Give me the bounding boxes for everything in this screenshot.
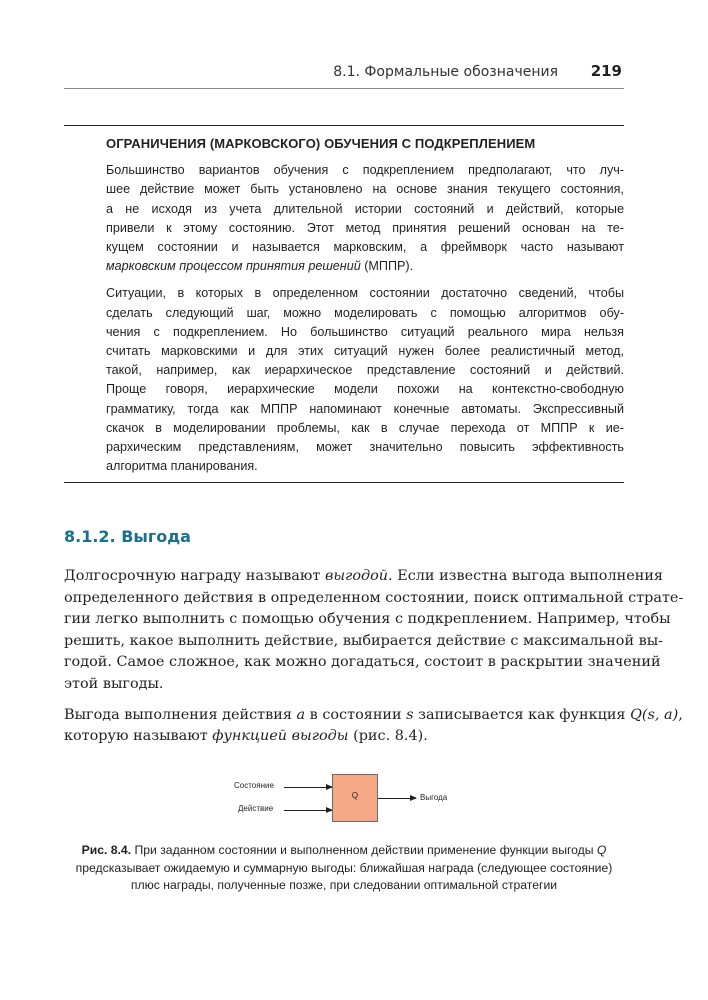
text-span: Долгосрочную награду называют: [64, 568, 325, 584]
math-variable: s: [406, 706, 414, 723]
text-span: (рис. 8.4).: [348, 728, 428, 745]
sidebar-box: [64, 125, 624, 483]
text-span: записывается как функция: [413, 706, 631, 723]
text-line: гии легко выполнить с помощью обучения с подкреплением. Например, чтобы: [64, 611, 671, 628]
text-line: [64, 705, 683, 727]
text-span: . Если известна выгода выполнения: [388, 568, 663, 584]
body-text: [64, 566, 684, 757]
q-function-diagram: [220, 774, 480, 824]
text-span: (МППР).: [360, 259, 414, 274]
body-paragraph-1: [64, 566, 684, 696]
text-span: ,: [678, 706, 683, 723]
page-number: 219: [590, 62, 622, 80]
box-top-rule: [64, 125, 624, 126]
text-line: Проще говоря, иерархические модели похожи на контекстно-свободную: [106, 382, 624, 397]
text-line: [106, 257, 624, 276]
math-variable: Q: [596, 843, 607, 857]
caption-line: предсказывает ожидаемую и суммарную выгоды: ближайшая награда (следующее состояние): [75, 860, 613, 875]
q-box-label: Q: [351, 791, 359, 800]
input-action-arrow: [284, 810, 332, 811]
caption-line: [64, 842, 624, 860]
page-header: [64, 62, 624, 88]
box-paragraph-1: [106, 161, 624, 276]
text-span: Выгода выполнения действия: [64, 706, 297, 723]
text-line: Ситуации, в которых в определенном состоянии достаточно сведений, чтобы: [106, 286, 624, 301]
box-heading: ОГРАНИЧЕНИЯ (МАРКОВСКОГО) ОБУЧЕНИЯ С ПОДКРЕПЛЕНИЕМ: [106, 136, 536, 151]
text-line: определенного действия в определенном состоянии, поиск оптимальной страте-: [64, 589, 684, 606]
box-content: [106, 134, 624, 484]
text-line: такой, например, как иерархическое представление состояний и действий.: [106, 363, 624, 378]
text-span: которую называют: [64, 728, 213, 745]
text-line: Большинство вариантов обучения с подкреплением предполагают, что луч-: [106, 163, 624, 178]
text-line: [64, 566, 663, 588]
header-title: 8.1. Формальные обозначения: [333, 64, 558, 80]
input-state-arrow: [284, 787, 332, 788]
text-span: в состоянии: [305, 706, 407, 723]
header-rule: [64, 88, 624, 89]
caption-label: Рис. 8.4.: [81, 843, 132, 857]
emphasis-term: функцией выгоды: [212, 728, 349, 745]
q-function-box: [332, 774, 378, 822]
emphasis-term: выгодой: [324, 568, 389, 584]
text-line: привели к этому состоянию. Этот метод принятия решений основан на те-: [106, 220, 624, 235]
text-line: а не исходя из учета длительной истории состояний и действий, которые: [106, 201, 624, 216]
text-line: решить, какое выполнить действие, выбирается действие с максимальной вы-: [64, 632, 664, 649]
text-line: сделать следующий шаг, можно моделировать с помощью алгоритмов обу-: [106, 305, 624, 320]
text-line: рархическим представлениям, может значительно повысить эффективность: [106, 440, 624, 455]
box-bottom-rule: [64, 482, 624, 483]
text-line: [64, 726, 624, 748]
text-line: скачок в моделировании проблемы, как в случае перехода от МППР к ие-: [106, 420, 624, 435]
emphasis-term: марковским процессом принятия решений: [106, 259, 361, 274]
text-line: алгоритма планирования.: [106, 459, 258, 474]
text-line: шее действие может быть установлено на основе знания текущего состояния,: [106, 182, 624, 197]
text-line: этой выгоды.: [64, 675, 164, 692]
text-span: При заданном состоянии и выполненном действии применение функции выгоды: [131, 843, 597, 857]
body-paragraph-2: [64, 705, 683, 748]
text-line: считать марковскими и для этих ситуаций нужен более реалистичный метод,: [106, 344, 624, 359]
text-line: чения с подкреплением. Но большинство ситуаций реального мира нельзя: [106, 324, 624, 339]
box-paragraph-2: [106, 284, 624, 476]
text-line: грамматику, тогда как МППР напоминают конечные автоматы. Экспрессивный: [106, 401, 624, 416]
section-heading: 8.1.2. Выгода: [64, 527, 191, 546]
diagram-input-action-label: Действие: [238, 804, 274, 813]
text-line: кущем состоянии и называется марковским, а фреймворк часто называют: [106, 240, 624, 255]
diagram-output-label: Выгода: [420, 793, 448, 802]
text-line: годой. Самое сложное, как можно догадаться, состоит в раскрытии значений: [64, 654, 661, 671]
math-function: Q(s, a): [630, 706, 679, 723]
output-arrow: [378, 798, 416, 799]
math-variable: a: [296, 706, 306, 723]
figure-caption: [64, 842, 624, 895]
diagram-input-state-label: Состояние: [234, 781, 274, 790]
caption-line: плюс награды, полученные позже, при следовании оптимальной стратегии: [130, 878, 558, 893]
